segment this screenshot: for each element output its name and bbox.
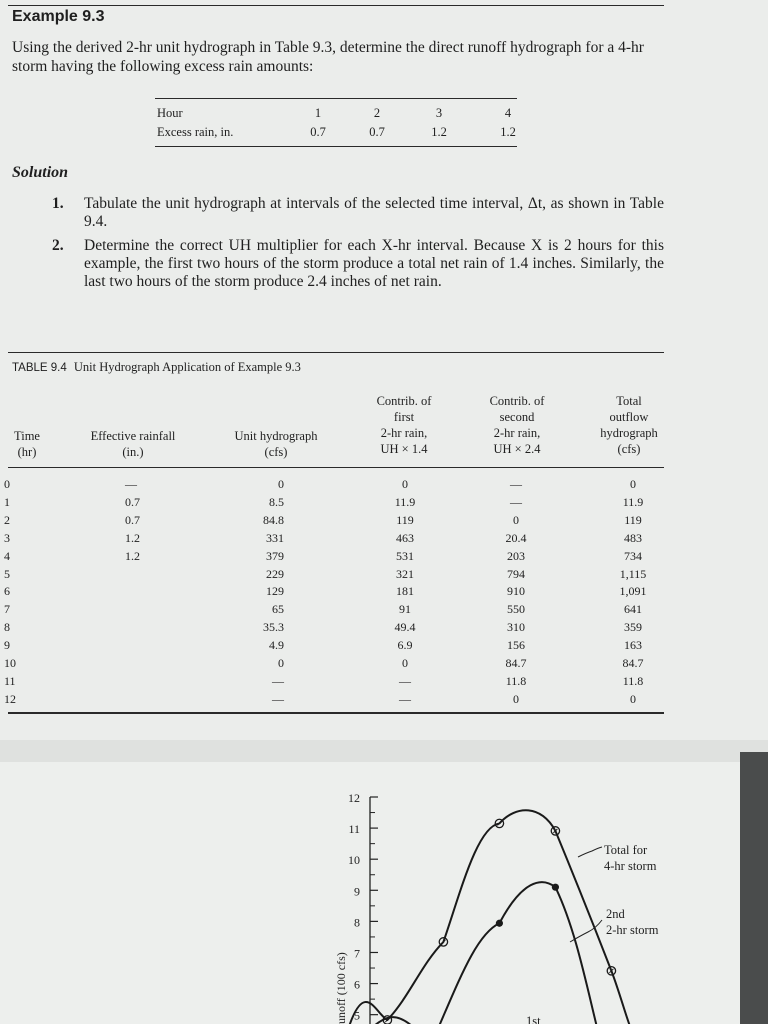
rain-table-value: 0.7 xyxy=(369,125,385,139)
cell-total: 483 xyxy=(624,530,642,545)
chart-annotation: 2nd xyxy=(606,907,625,921)
cell-unit-hydrograph: — xyxy=(272,673,284,688)
cell-first-contrib: — xyxy=(399,691,411,706)
series-line-second xyxy=(438,882,598,1024)
cell-first-contrib: 181 xyxy=(396,584,414,599)
col-header-unit-hydrograph xyxy=(235,428,318,460)
cell-first-contrib: 6.9 xyxy=(397,638,413,653)
cell-rainfall: 0.7 xyxy=(125,494,140,509)
cell-unit-hydrograph: 229 xyxy=(266,566,284,581)
cell-first-contrib: 91 xyxy=(399,602,411,617)
y-tick-label: 7 xyxy=(354,946,360,961)
cell-first-contrib: 0 xyxy=(402,477,408,491)
header-line: UH × 1.4 xyxy=(380,442,428,456)
cell-unit-hydrograph: 331 xyxy=(266,530,284,545)
header-line: (in.) xyxy=(122,445,144,459)
hydrograph-figure xyxy=(0,762,740,1024)
col-header-second-contrib xyxy=(490,393,545,457)
solution-heading: Solution xyxy=(12,164,69,181)
cell-unit-hydrograph: 4.9 xyxy=(269,638,284,653)
cell-unit-hydrograph: 0 xyxy=(278,656,284,670)
top-rule xyxy=(8,5,664,6)
cell-rainfall: 0.7 xyxy=(125,512,140,527)
header-line: (hr) xyxy=(17,445,37,459)
series-line-first xyxy=(371,1017,416,1024)
cell-unit-hydrograph: 35.3 xyxy=(263,620,284,635)
cell-second-contrib: — xyxy=(510,494,522,509)
header-line: Time xyxy=(14,429,40,443)
header-line: Contrib. of xyxy=(489,394,545,408)
page-edge-shadow xyxy=(740,752,768,1024)
table-header-rule xyxy=(8,467,664,468)
cell-time: 7 xyxy=(4,602,10,617)
cell-unit-hydrograph: 65 xyxy=(272,602,284,617)
cell-second-contrib: 0 xyxy=(513,512,519,527)
col-header-rainfall xyxy=(91,428,176,460)
cell-unit-hydrograph: 84.8 xyxy=(263,512,284,527)
cell-time: 0 xyxy=(4,477,10,491)
table-top-rule xyxy=(8,352,664,353)
y-axis-label: unoff (100 cfs) xyxy=(334,952,348,1024)
table-caption xyxy=(12,360,301,375)
cell-time: 1 xyxy=(4,494,10,509)
annotation-leader-total xyxy=(578,847,602,857)
y-tick-label: 5 xyxy=(354,1008,360,1023)
y-tick-label: 6 xyxy=(354,977,360,992)
cell-unit-hydrograph: 379 xyxy=(266,548,284,563)
table-label: TABLE 9.4 xyxy=(12,362,67,374)
cell-total: 163 xyxy=(624,638,642,653)
header-line: 2-hr rain, xyxy=(380,426,428,440)
header-line: (cfs) xyxy=(617,442,641,456)
rain-table-bottom-rule xyxy=(155,146,517,147)
rain-table-hour: 1 xyxy=(314,106,322,120)
cell-unit-hydrograph: 8.5 xyxy=(269,494,284,509)
header-line: first xyxy=(393,410,415,424)
step-number: 1. xyxy=(52,195,64,212)
cell-total: 641 xyxy=(624,602,642,617)
cell-total: 1,115 xyxy=(619,566,647,581)
cell-second-contrib: 156 xyxy=(507,638,525,653)
y-tick-label: 8 xyxy=(354,915,360,930)
header-line: Total xyxy=(616,394,642,408)
header-line: second xyxy=(499,410,535,424)
step-text: Tabulate the unit hydrograph at intervals of the selected time interval, Δt, as shown in Table 9.4. xyxy=(84,195,664,230)
cell-time: 3 xyxy=(4,530,10,545)
rain-table-value: 1.2 xyxy=(431,125,447,139)
cell-time: 5 xyxy=(4,566,10,581)
cell-second-contrib: 20.4 xyxy=(505,530,527,545)
hydrograph-chart xyxy=(0,762,740,1024)
header-line: Effective rainfall xyxy=(90,429,176,443)
cell-first-contrib: 49.4 xyxy=(394,620,416,635)
solution-step xyxy=(52,195,664,231)
example-title: Example 9.3 xyxy=(12,8,105,25)
cell-rainfall: 1.2 xyxy=(125,548,140,563)
cell-second-contrib: 910 xyxy=(507,584,525,599)
cell-time: 9 xyxy=(4,638,10,653)
cell-time: 6 xyxy=(4,584,10,599)
cell-second-contrib: — xyxy=(510,477,522,491)
rain-table-hour: 3 xyxy=(435,106,443,120)
y-tick-label: 9 xyxy=(354,884,360,899)
table-caption-text: Unit Hydrograph Application of Example 9.3 xyxy=(73,360,301,374)
cell-unit-hydrograph: — xyxy=(272,691,284,706)
cell-first-contrib: 321 xyxy=(396,566,414,581)
col-header-time xyxy=(14,428,40,460)
cell-time: 11 xyxy=(4,673,16,688)
cell-time: 10 xyxy=(4,656,16,670)
cell-second-contrib: 203 xyxy=(507,548,525,563)
cell-unit-hydrograph: 129 xyxy=(266,584,284,599)
rain-table-hour: 4 xyxy=(504,106,512,120)
chart-annotation: Total for xyxy=(604,843,648,857)
header-line: outflow xyxy=(609,410,649,424)
cell-rainfall: 1.2 xyxy=(125,530,140,545)
chart-annotation: 1st xyxy=(526,1014,541,1024)
cell-time: 4 xyxy=(4,548,10,563)
cell-total: 1,091 xyxy=(619,584,647,599)
rain-table-value: 1.2 xyxy=(500,125,516,139)
cell-time: 2 xyxy=(4,512,10,527)
cell-total: 734 xyxy=(624,548,642,563)
header-line: 2-hr rain, xyxy=(493,426,541,440)
cell-unit-hydrograph: 0 xyxy=(278,477,284,491)
cell-time: 8 xyxy=(4,620,10,635)
rain-table-row-label-rain: Excess rain, in. xyxy=(157,125,234,139)
cell-first-contrib: 463 xyxy=(396,530,414,545)
rain-table-top-rule xyxy=(155,98,517,99)
data-point-second xyxy=(496,920,503,927)
header-line: (cfs) xyxy=(264,445,288,459)
rain-table-value: 0.7 xyxy=(310,125,326,139)
cell-second-contrib: 794 xyxy=(507,566,525,581)
table-bottom-rule xyxy=(8,712,664,714)
cell-total: 0 xyxy=(630,477,636,491)
cell-rainfall: — xyxy=(125,477,137,491)
step-text: Determine the correct UH multiplier for each X-hr interval. Because X is 2 hours for this example, the first two hours of the storm produce a total net rain of 1.4 inches. Similarly, the last two hours of the storm produce 2.4 inches of net rain. xyxy=(84,237,664,290)
chart-annotation: 4-hr storm xyxy=(604,859,657,873)
cell-total: 359 xyxy=(624,620,642,635)
cell-first-contrib: — xyxy=(399,673,411,688)
header-line: hydrograph xyxy=(600,426,658,440)
col-header-total xyxy=(600,393,658,457)
cell-first-contrib: 11.9 xyxy=(394,494,416,509)
y-tick-label: 12 xyxy=(348,791,360,805)
col-header-first-contrib xyxy=(377,393,432,457)
cell-second-contrib: 0 xyxy=(513,691,519,706)
header-line: UH × 2.4 xyxy=(493,442,541,456)
cell-total: 0 xyxy=(630,691,636,706)
cell-second-contrib: 310 xyxy=(507,620,525,635)
y-tick-label: 11 xyxy=(348,822,360,837)
cell-first-contrib: 531 xyxy=(396,548,414,563)
annotation-leader-second xyxy=(570,920,602,942)
y-tick-label: 10 xyxy=(348,853,360,868)
header-line: Unit hydrograph xyxy=(234,429,318,443)
data-point-second xyxy=(552,884,559,891)
cell-total: 119 xyxy=(624,512,642,527)
cell-first-contrib: 119 xyxy=(396,512,414,527)
rain-table-hour: 2 xyxy=(373,106,381,120)
cell-second-contrib: 84.7 xyxy=(505,656,527,670)
cell-time: 12 xyxy=(4,691,16,706)
chart-annotation: 2-hr storm xyxy=(606,923,659,937)
example-intro: Using the derived 2-hr unit hydrograph in Table 9.3, determine the direct runoff hydrograph for a 4-hr storm having the following excess rain amounts: xyxy=(12,39,644,75)
rain-table-row-label-hour: Hour xyxy=(157,106,183,120)
solution-step xyxy=(52,237,664,291)
header-line: Contrib. of xyxy=(376,394,432,408)
cell-second-contrib: 11.8 xyxy=(505,673,527,688)
cell-second-contrib: 550 xyxy=(507,602,525,617)
cell-total: 11.9 xyxy=(622,494,644,509)
step-number: 2. xyxy=(52,237,64,254)
cell-total: 11.8 xyxy=(622,673,644,688)
cell-total: 84.7 xyxy=(622,656,644,670)
cell-first-contrib: 0 xyxy=(402,656,408,670)
